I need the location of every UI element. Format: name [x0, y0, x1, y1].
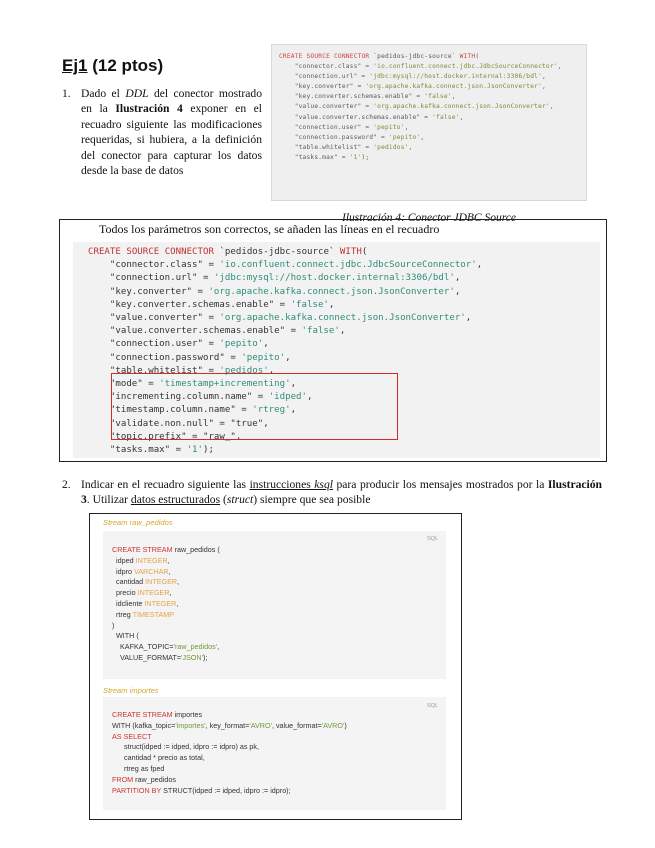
code-line: "connection.user" = 'pepito', [279, 123, 409, 131]
question-1 [62, 86, 262, 178]
code-line: "key.converter.schemas.enable" = 'false', [279, 93, 456, 101]
code-line: idpro VARCHAR, [112, 566, 171, 576]
code-line: "tasks.max" = '1'); [279, 153, 370, 161]
added-lines-highlight [111, 373, 398, 440]
q2-ksql: ksql [314, 478, 333, 491]
code-line: struct(idped := idped, idpro := idpro) as pk, [112, 742, 260, 752]
code-line: "validate.non.null" = "true", [88, 418, 269, 429]
figure-4-caption: Ilustración 4: Conector JDBC Source [342, 212, 516, 224]
code-line: "tasks.max" = '1'); [88, 445, 214, 456]
code-raw-pedidos [112, 545, 220, 664]
q1-ddl: DDL [125, 87, 149, 100]
code-line: idcliente INTEGER, [112, 598, 179, 608]
q1-figure-ref: Ilustración 4 [115, 102, 183, 116]
q2-figure-ref: Ilustración 3 [81, 478, 602, 507]
q2-part: ( [220, 493, 227, 507]
question-2 [62, 477, 602, 508]
code-line: "key.converter.schemas.enable" = 'false', [88, 299, 335, 310]
code-line: precio INTEGER, [112, 588, 172, 598]
code-line: "incrementing.column.name" = 'idped', [88, 392, 313, 403]
code-line: "timestamp.column.name" = 'rtreg', [88, 405, 297, 416]
code-line: "connector.class" = 'io.confluent.connect.jdbc.JdbcSourceConnector', [279, 63, 562, 71]
code-line: cantidad * precio as total, [112, 753, 205, 763]
sql-tag: SQL [427, 536, 439, 542]
code-line: WITH ( [112, 631, 139, 641]
code-line: "connection.url" = 'jdbc:mysql://host.docker.internal:3306/bdl', [88, 273, 461, 284]
section-importes-title: Stream importes [103, 686, 159, 695]
q2-struct: struct [226, 493, 254, 507]
q2-part: . Utilizar [86, 493, 131, 507]
exercise-points: (12 ptos) [92, 56, 164, 75]
section-raw-pedidos-title: Stream raw_pedidos [103, 518, 173, 527]
code-line: rtreg TIMESTAMP [112, 609, 175, 619]
q2-underlined: instrucciones [249, 478, 315, 491]
code-line: idped INTEGER, [112, 555, 170, 565]
question-1-number: 1. [62, 87, 71, 100]
code-line: "connector.class" = 'io.confluent.connect.jdbc.JdbcSourceConnector', [88, 260, 483, 271]
sql-tag: SQL [427, 703, 439, 709]
question-2-text [81, 477, 602, 508]
q2-part: Indicar en el recuadro siguiente las [81, 478, 250, 491]
figure-4-code [279, 52, 562, 163]
code-line: "connection.password" = 'pepito', [88, 352, 291, 363]
code-line: "table.whitelist" = 'pedidos', [279, 143, 413, 151]
code-line: "value.converter" = 'org.apache.kafka.connect.json.JsonConverter', [88, 313, 472, 324]
code-line: KAFKA_TOPIC='raw_pedidos', [112, 642, 220, 652]
code-line: VALUE_FORMAT='JSON'); [112, 652, 208, 662]
code-importes [112, 710, 347, 796]
code-line: rtreg as fped [112, 763, 165, 773]
code-line: "value.converter.schemas.enable" = 'false', [88, 326, 346, 337]
question-2-number: 2. [62, 478, 71, 491]
q2-part: para producir los mensajes mostrados por la [332, 478, 548, 491]
code-line: ) [112, 620, 115, 630]
q2-part: ) siempre que sea posible [253, 493, 371, 507]
q1-part: del conector mostrado en la [81, 87, 263, 116]
code-line: "connection.url" = 'jdbc:mysql://host.docker.internal:3306/bdl', [279, 73, 546, 81]
code-line: "value.converter" = 'org.apache.kafka.connect.json.JsonConverter', [279, 103, 554, 111]
code-line: "table.whitelist" = 'pedidos', [88, 365, 275, 376]
exercise-label: Ej1 [62, 56, 88, 75]
code-line: "key.converter" = 'org.apache.kafka.connect.json.JsonConverter', [88, 286, 461, 297]
code-line: PARTITION BY STRUCT(idped := idped, idpro := idpro); [112, 785, 291, 795]
code-line: "connection.password" = 'pepito', [279, 133, 425, 141]
code-line: cantidad INTEGER, [112, 577, 180, 587]
code-line: "topic.prefix" = "raw_", [88, 431, 242, 442]
question-1-text [81, 86, 262, 178]
code-line: "connection.user" = 'pepito', [88, 339, 269, 350]
code-line: "mode" = 'timestamp+incrementing', [88, 379, 297, 390]
code-line: AS SELECT [112, 731, 152, 741]
q1-part: Dado el [81, 87, 126, 100]
code-line: WITH (kafka_topic='importes', key_format='AVRO', value_format='AVRO') [112, 720, 347, 730]
code-line: "value.converter.schemas.enable" = 'false', [279, 113, 464, 121]
answer-1-text: Todos los parámetros son correctos, se añaden las líneas en el recuadro [99, 222, 440, 236]
code-line: CREATE SOURCE CONNECTOR `pedidos-jdbc-source` WITH( [88, 247, 368, 257]
q2-structured: datos estructurados [130, 493, 221, 507]
code-line: FROM raw_pedidos [112, 774, 176, 784]
q1-part: exponer en el recuadro siguiente las modificaciones requeridas, si hubiera, a la definición del conector para capturar los datos desde la base de datos [81, 102, 263, 178]
exercise-title [62, 56, 163, 76]
code-line: "key.converter" = 'org.apache.kafka.connect.json.JsonConverter', [279, 83, 546, 91]
code-line: CREATE STREAM importes [112, 710, 203, 719]
code-line: CREATE STREAM raw_pedidos ( [112, 545, 220, 554]
code-line: CREATE SOURCE CONNECTOR `pedidos-jdbc-source` WITH( [279, 53, 480, 60]
